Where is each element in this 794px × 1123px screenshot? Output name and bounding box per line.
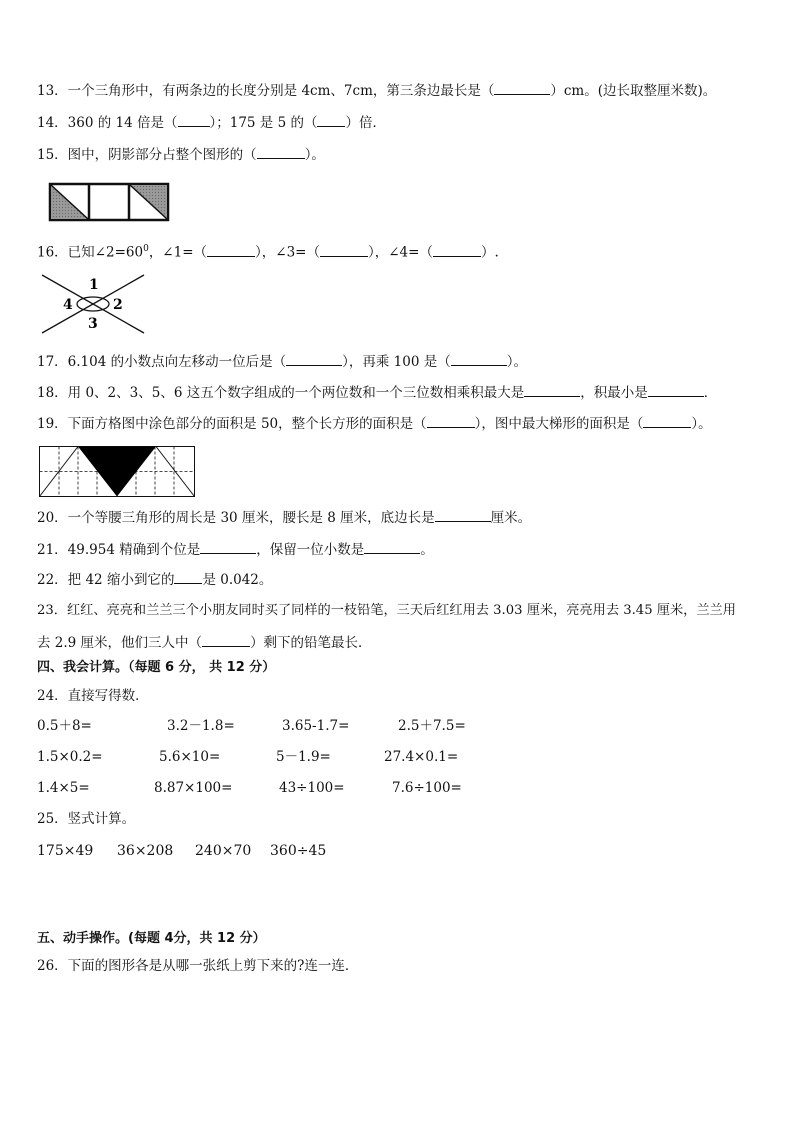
answer-blank[interactable]: [286, 353, 342, 366]
intersecting-lines-angle-figure: [40, 270, 150, 336]
calc-item: 3.65-1.7=: [282, 718, 350, 734]
answer-blank[interactable]: [202, 634, 250, 647]
answer-blank[interactable]: [174, 571, 202, 584]
calc-item: 43÷100=: [279, 780, 345, 796]
answer-blank[interactable]: [207, 244, 255, 257]
question-17: 17．6.104 的小数点向左移动一位后是（ ），再乘 100 是（ ）。: [37, 354, 527, 370]
calc-item: 1.4×5=: [37, 780, 90, 796]
answer-blank[interactable]: [648, 384, 704, 397]
vertical-calc-item: 36×208: [117, 843, 174, 859]
question-22: 22．把 42 缩小到它的 是 0.042。: [37, 572, 273, 588]
calc-item: 5.6×10=: [159, 749, 221, 765]
answer-blank[interactable]: [435, 509, 491, 522]
answer-blank[interactable]: [427, 415, 475, 428]
calc-item: 3.2－1.8=: [167, 718, 235, 734]
answer-blank[interactable]: [494, 82, 550, 95]
calc-item: 1.5×0.2=: [37, 749, 103, 765]
calc-item: 5－1.9=: [276, 749, 331, 765]
calc-item: 27.4×0.1=: [384, 749, 459, 765]
answer-blank[interactable]: [317, 114, 345, 127]
vertical-calc-item: 360÷45: [270, 843, 327, 859]
calc-item: 0.5＋8=: [37, 718, 92, 734]
shaded-rectangle-figure: [49, 182, 169, 222]
answer-blank[interactable]: [178, 114, 210, 127]
question-24-title: 24．直接写得数．: [37, 688, 149, 704]
vertical-calc-item: 175×49: [37, 843, 94, 859]
vertical-calc-item: 240×70: [195, 843, 252, 859]
question-14: 14．360 的 14 倍是（ ）；175 是 5 的（ ）倍．: [37, 115, 386, 131]
question-16: 16．已知$\angle 2=60^0$，∠1=（ ），∠3=（ ），∠4=（ ）.: [37, 244, 499, 261]
answer-blank[interactable]: [451, 353, 507, 366]
section-5-heading: 五、动手操作。(每题 4分，共 12 分）: [37, 931, 266, 946]
angle-label-1: 1: [89, 277, 99, 293]
grid-trapezoid-figure: [39, 446, 195, 497]
question-19: 19．下面方格图中涂色部分的面积是 50，整个长方形的面积是（ ），图中最大梯形的面积是（ ）。: [37, 416, 712, 432]
angle-label-2: 2: [113, 297, 123, 313]
answer-blank[interactable]: [524, 384, 580, 397]
section-4-heading: 四、我会计算。（每题 6 分， 共 12 分）: [37, 660, 276, 675]
question-20: 20．一个等腰三角形的周长是 30 厘米，腰长是 8 厘米，底边长是 厘米。: [37, 510, 532, 526]
calc-item: 7.6÷100=: [392, 780, 462, 796]
answer-blank[interactable]: [200, 541, 256, 554]
angle-label-4: 4: [63, 297, 73, 313]
question-23-line1: 23．红红、亮亮和兰兰三个小朋友同时买了同样的一枝铅笔，三天后红红用去 3.03 厘米，亮亮用去 3.45 厘米，兰兰用: [37, 603, 736, 618]
question-21: 21．49.954 精确到个位是 ，保留一位小数是 。: [37, 542, 434, 558]
question-13: 13．一个三角形中，有两条边的长度分别是 4cm、7cm，第三条边最长是（ ）cm。(边长取整厘米数)。: [37, 83, 717, 99]
calc-item: 8.87×100=: [154, 780, 233, 796]
answer-blank[interactable]: [257, 146, 305, 159]
question-25-title: 25．竖式计算。: [37, 811, 136, 827]
question-26: 26．下面的图形各是从哪一张纸上剪下来的?连一连．: [37, 958, 359, 974]
answer-blank[interactable]: [643, 415, 691, 428]
answer-blank[interactable]: [433, 244, 481, 257]
angle-label-3: 3: [88, 316, 98, 332]
answer-blank[interactable]: [320, 244, 368, 257]
calc-item: 2.5＋7.5=: [398, 718, 466, 734]
question-23-line2: 去 2.9 厘米，他们三人中（ ）剩下的铅笔最长．: [37, 635, 372, 651]
answer-blank[interactable]: [364, 541, 420, 554]
question-15: 15．图中，阴影部分占整个图形的（ ）。: [37, 147, 325, 163]
question-18: 18．用 0、2、3、5、6 这五个数字组成的一个两位数和一个三位数相乘积最大是 ，积最小是 ．: [37, 385, 718, 401]
